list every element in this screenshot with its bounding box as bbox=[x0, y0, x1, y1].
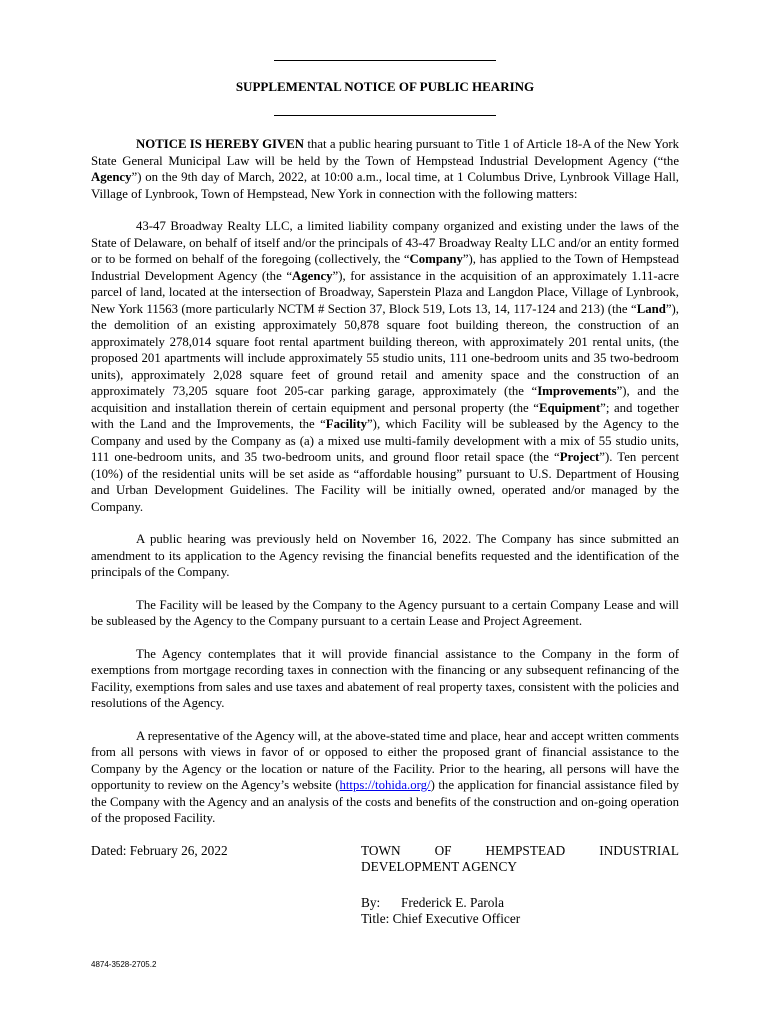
title-bottom-rule bbox=[274, 115, 496, 116]
signatory-name: Frederick E. Parola bbox=[401, 894, 505, 910]
text-run: that a public hearing pursuant to Title 1 of Article 18-A of the New York State General Municipal Law will be held by the Town of Hempstead Industrial Development Agency (“the bbox=[91, 137, 680, 168]
text-run: 43-47 Broadway Realty LLC, a limited liability company organized and existing under the laws of the State of Delaware, on behalf of itself and/or the principals of 43-47 Broadway Realty LLC and/or an entity formed or to be formed on behalf of the foregoing (collectively, the “ bbox=[91, 219, 679, 266]
defined-term: Land bbox=[636, 301, 666, 316]
agency-word: TOWN bbox=[361, 842, 401, 858]
text-run: ”) on the 9th day of March, 2022, at 10:00 a.m., local time, at 1 Columbus Drive, Lynbrook Village Hall, Village of Lynbrook, Town of Hempstead, New York in connection with the following matters: bbox=[91, 170, 679, 201]
text-run: ”), and the acquisition and installation therein of certain equipment and personal property (the “ bbox=[91, 384, 679, 415]
defined-term: Equipment bbox=[538, 400, 601, 415]
signatory-title: Title: Chief Executive Officer bbox=[361, 911, 521, 926]
text-run: ”), the demolition of an existing approximately 50,878 square foot building thereon, the construction of an approximately 278,014 square foot rental apartment building thereon, with approximately 201 rental units, (the proposed 201 apartments will include approximately 55 studio units, 111 one-bedroom units and 35 two-bedroom units), approximately 2,028 square feet of ground retail and amenity space and the construction of an approximately 73,205 square foot 205-car parking garage, approximately (the “ bbox=[91, 301, 679, 398]
agency-word: HEMPSTEAD bbox=[485, 842, 566, 858]
text-run: ”), for assistance in the acquisition of an approximately 1.11-acre parcel of land, located at the intersection of Broadway, Saperstein Plaza and Langdon Place, Village of Lynbrook, New York 11563 (more particularly NCTM # Section 37, Block 519, Lots 13, 14, 117-124 and 213) (the “ bbox=[91, 268, 679, 316]
notice-lead: NOTICE IS HEREBY GIVEN bbox=[136, 137, 305, 151]
notice-paragraph-comments bbox=[91, 728, 679, 827]
text-run: ”), which Facility will be subleased by the Agency to the Company and used by the Company as (a) a mixed use multi-family development with a mix of 55 studio units, 111 one-bedroom units, and 35 two-bedroom units, and ground floor retail space (the “ bbox=[91, 417, 679, 464]
text-run: ) the application for financial assistance filed by the Company with the Agency and an analysis of the costs and benefits of the construction and on-going operation of the proposed Facility. bbox=[91, 778, 680, 825]
defined-term: Facility bbox=[325, 417, 367, 431]
dated-line: Dated: February 26, 2022 bbox=[91, 842, 228, 858]
document-id: 4874-3528-2705.2 bbox=[91, 960, 157, 969]
notice-paragraph-intro bbox=[91, 136, 679, 202]
signatory bbox=[361, 895, 520, 928]
page-title: SUPPLEMENTAL NOTICE OF PUBLIC HEARING bbox=[235, 79, 535, 94]
notice-page bbox=[91, 60, 679, 933]
signature-block bbox=[91, 843, 679, 933]
defined-term: Company bbox=[409, 252, 463, 266]
signatory-by-row bbox=[361, 895, 520, 912]
text-run: ”). Ten percent (10%) of the residential units will be set aside as “affordable housing” pursuant to U.S. Department of Housing and Urban Development Guidelines. The Facility will be initially owned, operated and/or managed by the Company. bbox=[91, 450, 679, 514]
notice-paragraph-project bbox=[91, 218, 679, 515]
text-run: ”), has applied to the Town of Hempstead Industrial Development Agency (the “ bbox=[91, 252, 679, 283]
agency-word: INDUSTRIAL bbox=[599, 842, 679, 858]
defined-term: Agency bbox=[91, 170, 132, 184]
by-label: By: bbox=[361, 894, 381, 910]
agency-name-line2: DEVELOPMENT AGENCY bbox=[361, 859, 517, 874]
text-run: A representative of the Agency will, at the above-stated time and place, hear and accept written comments from all persons with views in favor of or opposed to either the proposed grant of financial assistance to the Company by the Agency or the location or nature of the Facility. Prior to the hearing, all persons will have the opportunity to review on the Agency’s website ( bbox=[91, 728, 679, 792]
defined-term: Project bbox=[559, 450, 600, 464]
defined-term: Improvements bbox=[537, 384, 617, 398]
defined-term: Agency bbox=[292, 268, 333, 283]
text-run: ”; and together with the Land and the Improvements, the “ bbox=[91, 400, 679, 431]
agency-name-line1 bbox=[361, 843, 679, 860]
notice-paragraph-lease: The Facility will be leased by the Company to the Agency pursuant to a certain Company Lease and will be subleased by the Agency to the Company pursuant to a certain Lease and Project Agreement. bbox=[91, 597, 679, 628]
agency-name bbox=[361, 843, 679, 876]
agency-word: OF bbox=[434, 842, 452, 858]
notice-paragraph-previous-hearing: A public hearing was previously held on November 16, 2022. The Company has since submitted an amendment to its application to the Agency revising the financial benefits requested and the identification of the principals of the Company. bbox=[91, 532, 679, 579]
title-top-rule bbox=[274, 60, 496, 61]
agency-website-link[interactable]: https://tohida.org/ bbox=[339, 778, 431, 792]
notice-paragraph-financial-assistance: The Agency contemplates that it will provide financial assistance to the Company in the form of exemptions from mortgage recording taxes in connection with the financing or any subsequent refinancing of the Facility, exemptions from sales and use taxes and abatement of real property taxes, consistent with the policies and resolutions of the Agency. bbox=[91, 646, 680, 710]
